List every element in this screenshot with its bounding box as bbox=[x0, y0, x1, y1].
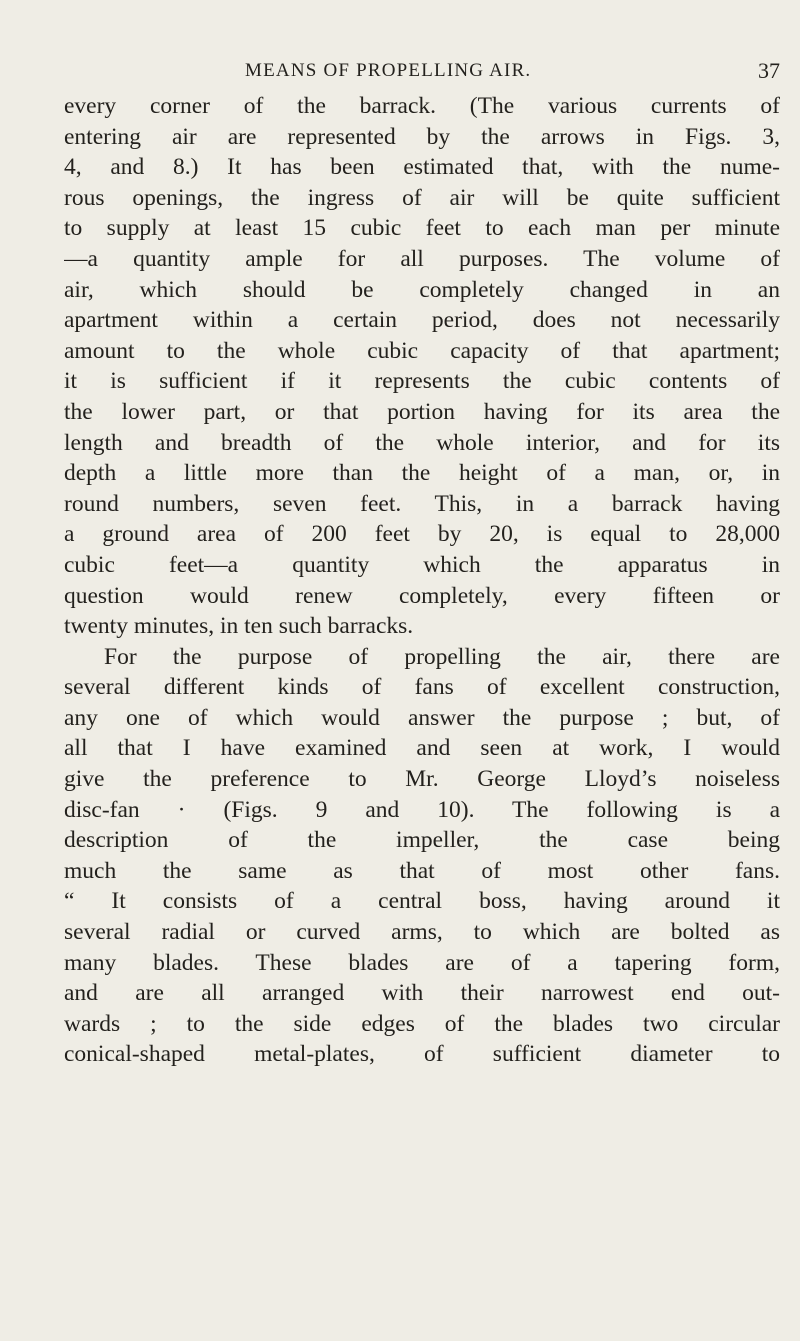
text-line: much the same as that of most other fans. bbox=[64, 857, 780, 884]
text-line: conical-shaped metal-plates, of sufficient diameter to bbox=[64, 1041, 780, 1068]
text-line: give the preference to Mr. George Lloyd’s noiseless bbox=[64, 766, 780, 793]
text-line: and are all arranged with their narrowest end out- bbox=[64, 980, 780, 1007]
text-line: many blades. These blades are of a tapering form, bbox=[64, 949, 780, 976]
text-line: a ground area of 200 feet by 20, is equal to 28,000 bbox=[64, 521, 780, 548]
paragraph bbox=[64, 642, 780, 1070]
text-line: wards ; to the side edges of the blades two circular bbox=[64, 1010, 780, 1037]
text-line: length and breadth of the whole interior, and for its bbox=[64, 429, 780, 456]
text-line: disc-fan · (Figs. 9 and 10). The following is a bbox=[64, 796, 780, 823]
body-text bbox=[64, 91, 780, 1070]
text-line: several different kinds of fans of excellent construction, bbox=[64, 674, 780, 701]
text-line: cubic feet—a quantity which the apparatus in bbox=[64, 551, 780, 578]
text-line: question would renew completely, every fifteen or bbox=[64, 582, 780, 609]
text-line: “ It consists of a central boss, having around it bbox=[64, 888, 780, 915]
text-line: every corner of the barrack. (The various currents of bbox=[64, 93, 780, 119]
paragraph bbox=[64, 91, 780, 642]
page-number: 37 bbox=[758, 58, 780, 83]
text-line: depth a little more than the height of a man, or, in bbox=[64, 460, 780, 487]
text-line: description of the impeller, the case being bbox=[64, 827, 780, 854]
text-line: several radial or curved arms, to which are bolted as bbox=[64, 919, 780, 946]
text-line: apartment within a certain period, does not necessarily bbox=[64, 307, 780, 334]
running-head bbox=[60, 58, 780, 88]
text-line: amount to the whole cubic capacity of that apartment; bbox=[64, 337, 780, 364]
text-line: it is sufficient if it represents the cubic contents of bbox=[64, 368, 780, 395]
text-line: to supply at least 15 cubic feet to each man per minute bbox=[64, 215, 780, 242]
text-line: air, which should be completely changed in an bbox=[64, 276, 780, 303]
text-line: the lower part, or that portion having for its area the bbox=[64, 398, 780, 425]
text-line: any one of which would answer the purpose ; but, of bbox=[64, 704, 780, 731]
text-line: entering air are represented by the arrows in Figs. 3, bbox=[64, 123, 780, 150]
text-line: rous openings, the ingress of air will be quite sufficient bbox=[64, 184, 780, 211]
text-line: —a quantity ample for all purposes. The volume of bbox=[64, 245, 780, 272]
text-line: 4, and 8.) It has been estimated that, with the nume- bbox=[64, 154, 780, 181]
text-line: twenty minutes, in ten such barracks. bbox=[64, 613, 414, 640]
text-line: round numbers, seven feet. This, in a barrack having bbox=[64, 490, 780, 517]
text-line: all that I have examined and seen at work, I would bbox=[64, 735, 780, 762]
running-title: MEANS OF PROPELLING AIR. bbox=[245, 60, 532, 81]
text-line: For the purpose of propelling the air, there are bbox=[104, 643, 780, 670]
